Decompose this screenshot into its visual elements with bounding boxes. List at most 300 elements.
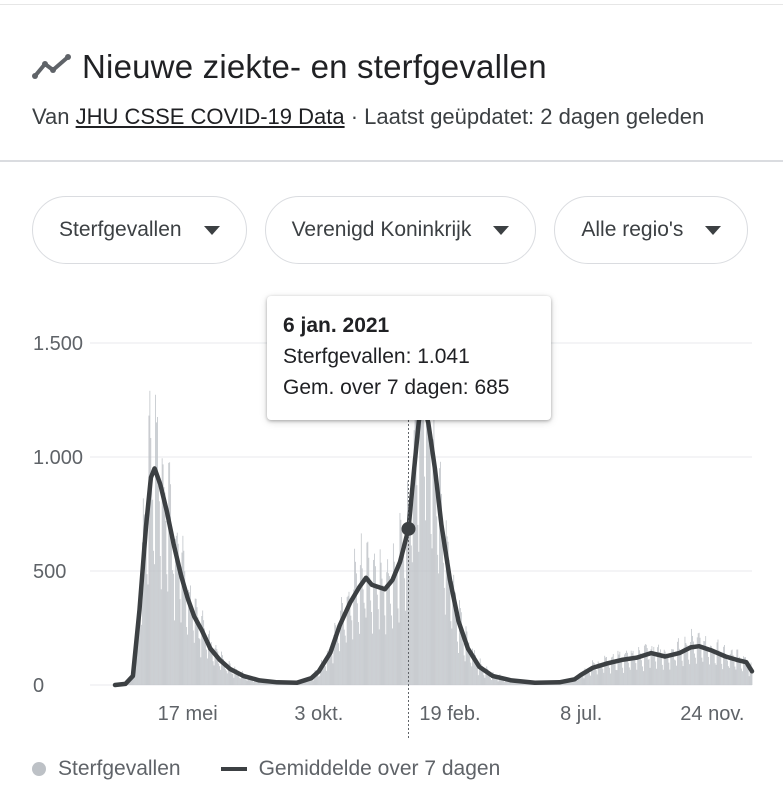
deaths-bar — [152, 500, 153, 685]
deaths-bar — [383, 585, 384, 685]
caret-down-icon — [705, 226, 721, 235]
deaths-bar — [736, 670, 737, 685]
deaths-bar — [631, 651, 632, 685]
deaths-bar — [616, 670, 617, 685]
deaths-bar — [504, 682, 505, 685]
deaths-bar — [669, 663, 670, 685]
deaths-bar — [312, 680, 313, 685]
deaths-bar — [148, 584, 149, 685]
deaths-bar — [618, 651, 619, 685]
deaths-bar — [260, 683, 261, 685]
deaths-bar — [221, 652, 222, 685]
updated-text: · Laatst geüpdatet: 2 dagen geleden — [344, 104, 705, 129]
deaths-bar — [442, 535, 443, 685]
deaths-bar — [180, 599, 181, 685]
caret-down-icon — [493, 226, 509, 235]
deaths-bar — [641, 660, 642, 685]
metric-dropdown[interactable] — [32, 196, 247, 264]
deaths-bar — [240, 678, 241, 685]
deaths-bar — [377, 595, 378, 685]
deaths-bar — [183, 551, 184, 685]
deaths-bar — [732, 650, 733, 685]
deaths-bar — [621, 662, 622, 685]
deaths-bar — [209, 631, 210, 685]
deaths-bar — [379, 629, 380, 685]
y-axis-labels — [33, 333, 83, 697]
deaths-bar — [748, 669, 749, 685]
deaths-bar — [644, 646, 645, 685]
deaths-bar — [588, 672, 589, 685]
deaths-bar — [210, 648, 211, 685]
average-line — [115, 405, 752, 685]
deaths-bar — [231, 670, 232, 685]
deaths-bar — [433, 439, 434, 685]
deaths-bar — [313, 681, 314, 685]
deaths-bar — [714, 652, 715, 685]
deaths-bar — [306, 682, 307, 685]
deaths-bar — [645, 644, 646, 685]
deaths-bar — [583, 676, 584, 685]
deaths-bar — [705, 636, 706, 685]
deaths-bar — [149, 416, 150, 685]
tooltip-average: Gem. over 7 dagen: 685 — [283, 376, 510, 399]
deaths-bar — [677, 642, 678, 685]
deaths-bar — [477, 668, 478, 685]
deaths-bar — [391, 615, 392, 685]
deaths-bar — [252, 681, 253, 685]
deaths-bar — [456, 619, 457, 685]
source-line — [32, 104, 763, 130]
deaths-bar — [637, 655, 638, 685]
deaths-bar — [736, 650, 737, 685]
deaths-bar — [661, 657, 662, 685]
deaths-bar — [422, 405, 423, 685]
deaths-bar — [358, 622, 359, 685]
deaths-bar — [620, 659, 621, 685]
deaths-bar — [170, 484, 171, 685]
deaths-bar — [166, 521, 167, 685]
deaths-bar — [717, 642, 718, 685]
deaths-bar — [149, 391, 150, 685]
deaths-bar — [663, 670, 664, 685]
deaths-bar — [213, 661, 214, 685]
deaths-bar — [331, 655, 332, 685]
deaths-bar — [169, 462, 170, 685]
deaths-bar — [417, 485, 418, 685]
deaths-bar — [727, 661, 728, 685]
legend-bars-label: Sterfgevallen — [58, 757, 181, 780]
deaths-bar — [165, 493, 166, 685]
country-dropdown[interactable] — [265, 196, 537, 264]
deaths-bar — [220, 670, 221, 685]
deaths-bar — [146, 545, 147, 685]
deaths-bar — [402, 549, 403, 685]
deaths-bar — [734, 662, 735, 685]
deaths-bar — [685, 637, 686, 685]
deaths-bar — [431, 534, 432, 685]
deaths-bar — [325, 666, 326, 685]
deaths-bar — [610, 673, 611, 685]
deaths-bar — [319, 676, 320, 685]
chart-tooltip — [267, 296, 551, 420]
deaths-bar — [675, 660, 676, 685]
deaths-bar — [166, 574, 167, 685]
deaths-bar — [398, 608, 399, 685]
deaths-bar — [218, 663, 219, 685]
deaths-bar — [689, 664, 690, 685]
deaths-bar — [411, 545, 412, 685]
deaths-bar — [332, 655, 333, 685]
deaths-bar — [399, 623, 400, 685]
deaths-bar — [674, 660, 675, 685]
deaths-bar — [384, 615, 385, 685]
deaths-bar — [232, 674, 233, 685]
card-header — [32, 48, 763, 130]
deaths-bar — [740, 661, 741, 685]
deaths-bar — [483, 671, 484, 685]
deaths-bar — [654, 656, 655, 685]
deaths-bar — [253, 682, 254, 685]
deaths-bar — [214, 665, 215, 685]
deaths-bar — [584, 678, 585, 685]
deaths-bar — [337, 633, 338, 685]
deaths-bar — [385, 634, 386, 685]
deaths-bar — [247, 681, 248, 685]
seven-day-average-line — [115, 405, 752, 685]
deaths-bar — [692, 636, 693, 685]
deaths-bar — [478, 675, 479, 685]
deaths-bar — [652, 653, 653, 685]
trending-icon — [32, 54, 72, 80]
deaths-bar — [712, 651, 713, 685]
deaths-bar — [629, 667, 630, 685]
deaths-bar — [415, 388, 416, 685]
deaths-bar — [158, 477, 159, 685]
deaths-bar — [724, 645, 725, 685]
deaths-bar — [187, 635, 188, 685]
deaths-bar — [361, 533, 362, 685]
deaths-bar — [382, 579, 383, 685]
deaths-bar — [238, 676, 239, 685]
deaths-bar — [490, 678, 491, 685]
deaths-bar — [719, 655, 720, 685]
deaths-bar — [484, 675, 485, 685]
deaths-bar — [716, 665, 717, 685]
deaths-bar — [577, 680, 578, 685]
deaths-bar — [742, 671, 743, 685]
deaths-bar — [465, 661, 466, 685]
deaths-bar — [156, 422, 157, 685]
deaths-bar — [469, 656, 470, 685]
deaths-bar — [511, 683, 512, 685]
deaths-bar — [363, 589, 364, 685]
deaths-bar — [403, 551, 404, 685]
deaths-bar — [602, 667, 603, 685]
deaths-bar — [470, 663, 471, 685]
deaths-bar — [219, 666, 220, 685]
deaths-bar — [159, 501, 160, 685]
deaths-bar — [497, 679, 498, 685]
deaths-bar — [595, 669, 596, 685]
deaths-bar — [418, 525, 419, 685]
deaths-bar — [676, 666, 677, 685]
deaths-bar — [450, 589, 451, 685]
deaths-bar — [167, 591, 168, 685]
deaths-bar — [367, 543, 368, 685]
deaths-bar — [205, 638, 206, 685]
deaths-bar — [172, 570, 173, 685]
deaths-bar — [195, 599, 196, 685]
deaths-bar — [630, 670, 631, 685]
deaths-bar — [393, 543, 394, 685]
deaths-bar — [357, 603, 358, 685]
deaths-bar — [387, 559, 388, 685]
deaths-bar — [715, 663, 716, 685]
deaths-bar — [161, 589, 162, 685]
deaths-bar — [401, 520, 402, 685]
deaths-bar — [194, 643, 195, 685]
x-axis-labels — [158, 703, 745, 725]
deaths-bar — [157, 417, 158, 685]
deaths-bar — [667, 655, 668, 685]
deaths-bar — [153, 551, 154, 685]
x-tick-label: 17 mei — [157, 703, 218, 725]
deaths-bar — [670, 653, 671, 685]
deaths-bar — [430, 448, 431, 685]
deaths-bar — [353, 590, 354, 685]
card-title: Nieuwe ziekte- en sterfgevallen — [82, 48, 547, 85]
deaths-bar — [691, 629, 692, 685]
deaths-bar — [626, 651, 627, 685]
deaths-bar — [702, 658, 703, 685]
deaths-bar — [389, 576, 390, 685]
deaths-bar — [687, 650, 688, 685]
deaths-bar — [326, 671, 327, 685]
deaths-bar — [246, 680, 247, 685]
deaths-bar — [233, 674, 234, 685]
deaths-bar — [151, 477, 152, 685]
deaths-bar — [407, 481, 408, 685]
deaths-bar — [737, 650, 738, 685]
deaths-bar — [649, 659, 650, 685]
deaths-bar — [409, 510, 410, 685]
deaths-bar — [374, 554, 375, 685]
deaths-bar — [471, 666, 472, 685]
deaths-bar — [622, 668, 623, 685]
deaths-bar — [723, 647, 724, 685]
deaths-bar — [718, 640, 719, 685]
deaths-bar — [444, 588, 445, 685]
region-dropdown-label: Alle regio's — [581, 218, 684, 241]
deaths-bar — [200, 657, 201, 685]
deaths-bar — [701, 646, 702, 685]
country-dropdown-label: Verenigd Koninkrijk — [291, 218, 472, 241]
deaths-bar — [179, 576, 180, 685]
deaths-bar — [741, 669, 742, 685]
x-tick-label: 8 jul. — [560, 703, 603, 725]
legend-line-label: Gemiddelde over 7 dagen — [258, 757, 501, 780]
deaths-bar — [607, 662, 608, 685]
deaths-bar — [650, 668, 651, 685]
deaths-bar — [503, 681, 504, 685]
deaths-bar — [462, 635, 463, 685]
metric-dropdown-label: Sterfgevallen — [59, 218, 182, 241]
deaths-bar — [200, 639, 201, 685]
deaths-bar — [367, 542, 368, 685]
deaths-bar — [168, 463, 169, 685]
deaths-bar — [436, 516, 437, 685]
deaths-bar — [351, 616, 352, 685]
deaths-bar — [405, 611, 406, 685]
deaths-bar — [212, 651, 213, 685]
deaths-bar — [354, 549, 355, 685]
title-row — [32, 48, 763, 86]
deaths-bar — [694, 654, 695, 685]
deaths-bar — [154, 564, 155, 685]
deaths-bar — [229, 661, 230, 685]
deaths-bar — [227, 673, 228, 685]
deaths-bar — [443, 563, 444, 685]
deaths-bar — [437, 555, 438, 685]
deaths-bar — [463, 643, 464, 685]
deaths-bar — [518, 683, 519, 685]
deaths-bar — [648, 660, 649, 685]
deaths-bar — [434, 459, 435, 685]
deaths-bar — [457, 642, 458, 685]
deaths-bar — [226, 671, 227, 685]
deaths-bar — [147, 574, 148, 685]
deaths-bar — [390, 604, 391, 685]
deaths-bar — [164, 487, 165, 685]
deaths-bar — [388, 573, 389, 685]
deaths-bar — [376, 588, 377, 685]
deaths-bar — [628, 663, 629, 685]
deaths-bar — [339, 651, 340, 685]
deaths-bar — [729, 668, 730, 685]
deaths-bar — [141, 625, 142, 685]
deaths-bar — [368, 558, 369, 685]
deaths-bar — [668, 655, 669, 685]
deaths-bar — [713, 650, 714, 685]
deaths-bar — [425, 520, 426, 685]
deaths-bar — [635, 657, 636, 685]
deaths-bar — [485, 678, 486, 685]
deaths-bar — [589, 673, 590, 685]
deaths-bar — [380, 549, 381, 685]
deaths-bar — [706, 650, 707, 685]
deaths-bar — [655, 661, 656, 685]
deaths-bar — [681, 654, 682, 685]
deaths-bar — [338, 643, 339, 685]
region-dropdown[interactable] — [554, 196, 748, 264]
deaths-bar — [174, 620, 175, 685]
deaths-bar — [404, 578, 405, 685]
deaths-bar — [396, 570, 397, 685]
chart-legend — [32, 757, 500, 781]
deaths-bar — [199, 638, 200, 685]
top-rule — [0, 4, 783, 5]
deaths-bar — [434, 395, 435, 685]
deaths-bar — [350, 599, 351, 685]
deaths-bar — [384, 589, 385, 685]
deaths-bar — [619, 652, 620, 685]
deaths-bar — [400, 513, 401, 685]
deaths-bar — [225, 669, 226, 685]
deaths-bar — [372, 634, 373, 685]
deaths-bar — [656, 669, 657, 685]
source-prefix: Van — [32, 104, 76, 129]
x-tick-label: 3 okt. — [294, 703, 344, 725]
deaths-bar — [698, 633, 699, 685]
deaths-bar — [635, 663, 636, 685]
deaths-bar — [196, 599, 197, 685]
deaths-bar — [680, 652, 681, 685]
deaths-bar — [458, 653, 459, 685]
deaths-bar — [193, 630, 194, 685]
deaths-bar — [709, 664, 710, 685]
deaths-bar — [708, 657, 709, 685]
deaths-bar — [239, 678, 240, 685]
legend-bars-swatch — [32, 762, 46, 776]
y-tick-label: 1.000 — [33, 447, 84, 469]
deaths-bar — [160, 556, 161, 685]
deaths-bar — [617, 670, 618, 685]
deaths-bar — [682, 661, 683, 685]
hover-point — [401, 522, 415, 536]
deaths-bar — [602, 669, 603, 685]
deaths-bar — [410, 533, 411, 685]
x-tick-label: 24 nov. — [680, 703, 745, 725]
deaths-bar — [191, 604, 192, 685]
deaths-bar — [592, 660, 593, 685]
deaths-bar — [344, 630, 345, 685]
deaths-bar — [669, 670, 670, 685]
deaths-bar — [438, 573, 439, 685]
deaths-bar — [395, 572, 396, 685]
deaths-bar — [480, 658, 481, 685]
deaths-bar — [597, 674, 598, 685]
deaths-bar — [352, 639, 353, 685]
deaths-bar — [397, 568, 398, 685]
deaths-bar — [576, 681, 577, 685]
deaths-bar — [683, 666, 684, 685]
deaths-bar — [747, 667, 748, 685]
deaths-bar — [333, 663, 334, 685]
deaths-bar — [341, 597, 342, 685]
deaths-bar — [412, 562, 413, 685]
deaths-bar — [171, 539, 172, 685]
legend-line-swatch — [221, 767, 247, 771]
deaths-bar — [614, 663, 615, 685]
source-link[interactable]: JHU CSSE COVID-19 Data — [75, 104, 345, 129]
deaths-bar — [378, 609, 379, 685]
deaths-bar — [423, 416, 424, 685]
deaths-bar — [643, 671, 644, 685]
deaths-bar — [662, 665, 663, 685]
deaths-bar — [202, 610, 203, 685]
deaths-bar — [359, 634, 360, 685]
deaths-bar — [370, 600, 371, 685]
deaths-bar — [366, 618, 367, 685]
tooltip-deaths: Sterfgevallen: 1.041 — [283, 345, 470, 368]
deaths-bar — [658, 645, 659, 685]
deaths-bar — [406, 524, 407, 685]
deaths-bar — [720, 655, 721, 685]
deaths-bar — [173, 574, 174, 685]
deaths-bar — [678, 638, 679, 685]
deaths-bar — [451, 629, 452, 685]
deaths-bar — [609, 668, 610, 685]
